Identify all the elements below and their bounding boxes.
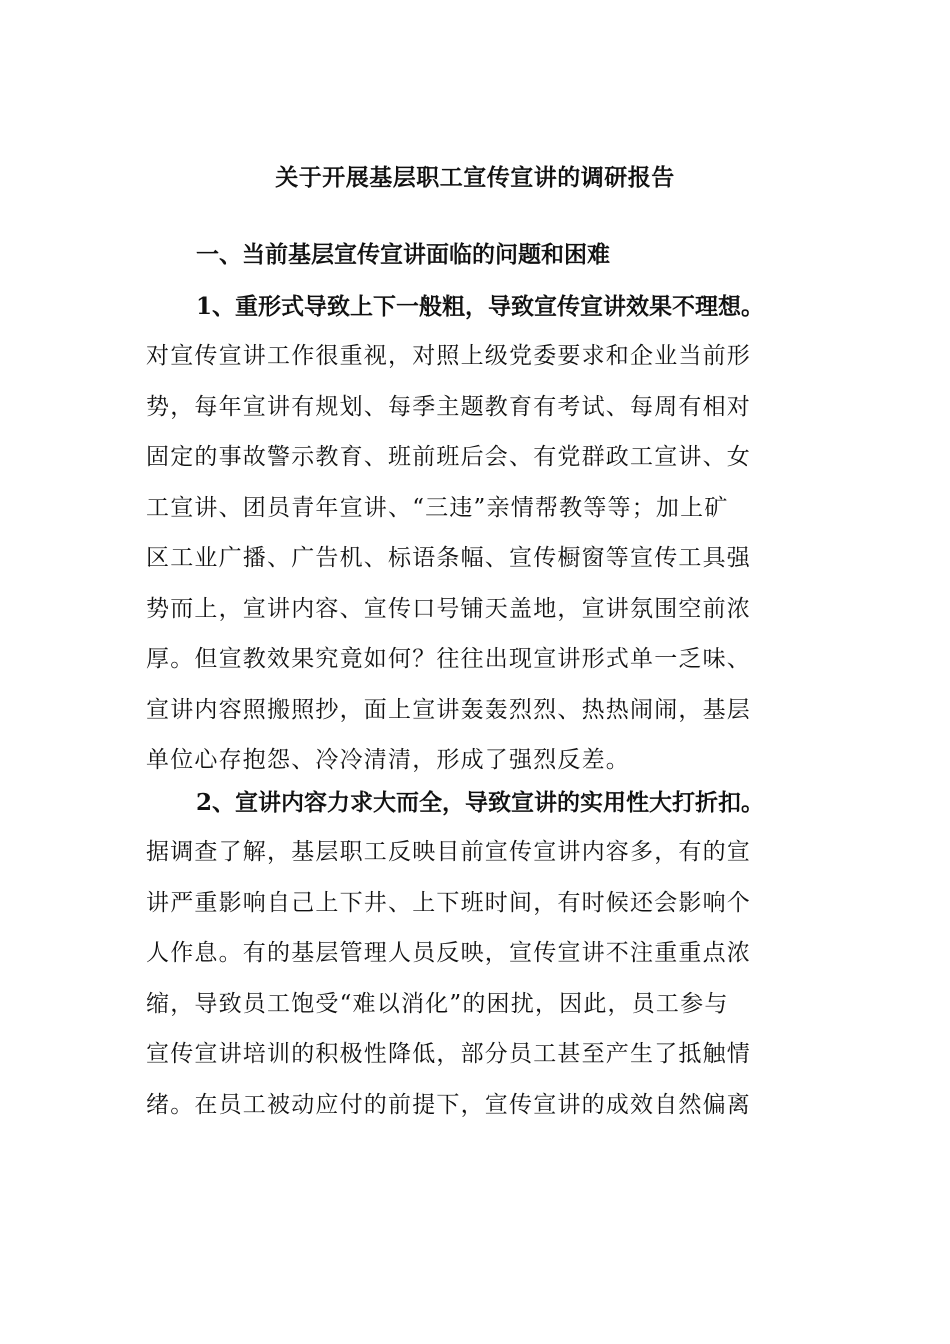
- paragraph-line: 宣传宣讲培训的积极性降低，部分员工甚至产生了抵触情: [146, 1041, 751, 1067]
- paragraph-2-heading: 2、宣讲内容力求大而全，导致宣讲的实用性大打折扣。: [196, 789, 765, 816]
- paragraph-line: 据调查了解，基层职工反映目前宣传宣讲内容多，有的宣: [146, 839, 751, 865]
- paragraph-line: 势而上，宣讲内容、宣传口号铺天盖地，宣讲氛围空前浓: [146, 595, 751, 622]
- paragraph-1-body: [146, 331, 806, 786]
- paragraph-line: 缩，导致员工饱受“难以消化”的困扰，因此，员工参与: [146, 990, 729, 1017]
- paragraph-line: 宣讲内容照搬照抄，面上宣讲轰轰烈烈、热热闹闹，基层: [146, 696, 751, 723]
- document-title: 关于开展基层职工宣传宣讲的调研报告: [275, 164, 675, 191]
- paragraph-1-heading: 1、重形式导致上下一般粗，导致宣传宣讲效果不理想。: [196, 293, 765, 320]
- paragraph-line: 区工业广播、广告机、标语条幅、宣传橱窗等宣传工具强: [146, 545, 751, 571]
- section-heading: 一、当前基层宣传宣讲面临的问题和困难: [196, 241, 610, 268]
- paragraph-line: 单位心存抱怨、冷冷清清，形成了强烈反差。: [146, 747, 630, 773]
- paragraph-line: 人作息。有的基层管理人员反映，宣传宣讲不注重重点浓: [146, 940, 751, 966]
- paragraph-line: 对宣传宣讲工作很重视，对照上级党委要求和企业当前形: [146, 343, 751, 369]
- paragraph-line: 工宣讲、团员青年宣讲、“三违”亲情帮教等等；加上矿: [146, 494, 729, 521]
- paragraph-line: 讲严重影响自己上下井、上下班时间，有时候还会影响个: [146, 889, 751, 916]
- paragraph-line: 势，每年宣讲有规划、每季主题教育有考试、每周有相对: [146, 393, 751, 420]
- paragraph-line: 厚。但宣教效果究竟如何？往往出现宣讲形式单一乏味、: [146, 646, 751, 672]
- paragraph-2-body: [146, 827, 806, 1130]
- paragraph-line: 固定的事故警示教育、班前班后会、有党群政工宣讲、女: [146, 444, 751, 470]
- paragraph-line: 绪。在员工被动应付的前提下，宣传宣讲的成效自然偏离: [146, 1091, 751, 1118]
